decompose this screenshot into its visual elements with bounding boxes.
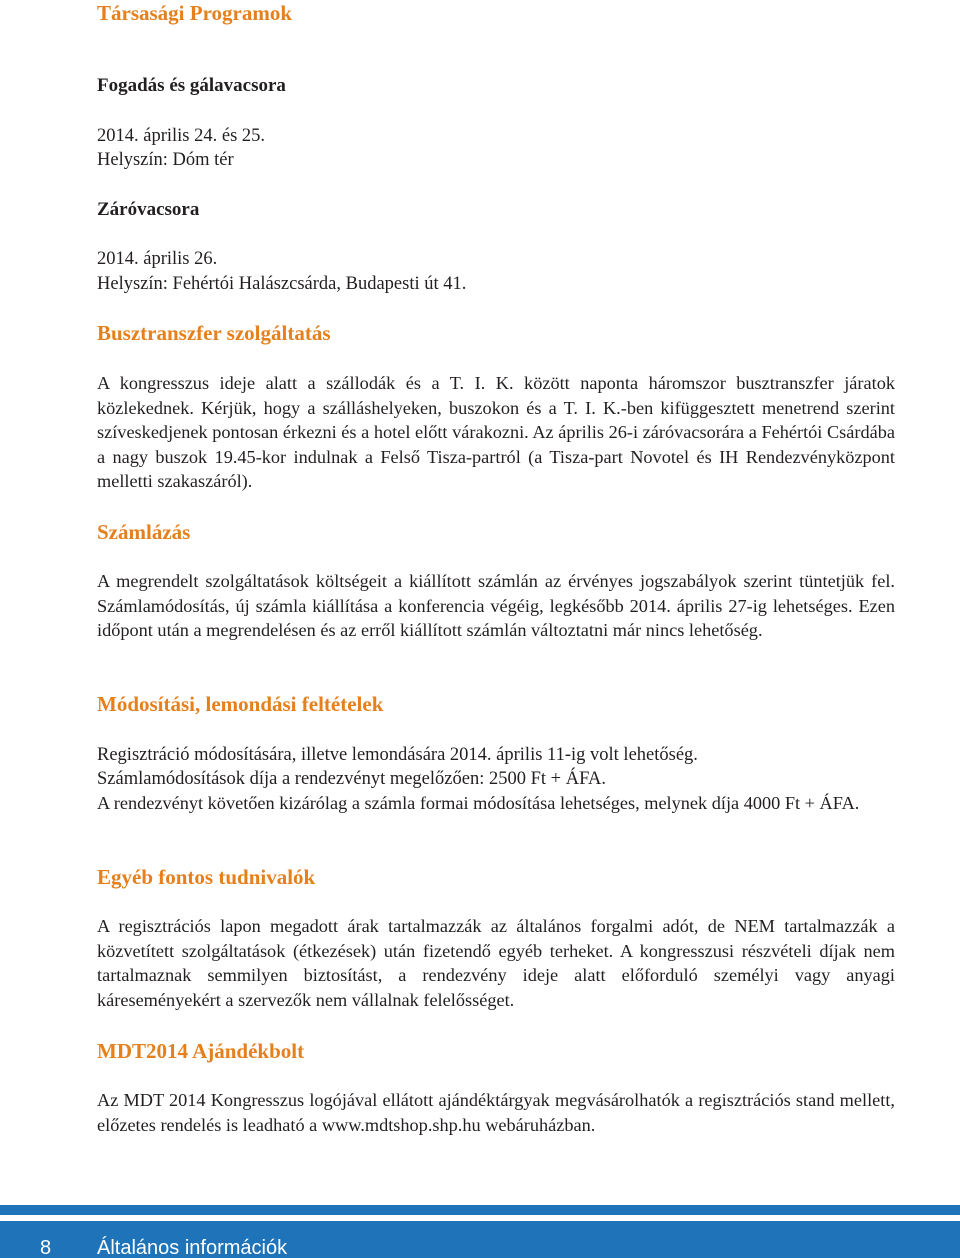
- closing-dinner-date: 2014. április 26.: [97, 249, 218, 269]
- heading-billing: Számlázás: [97, 520, 191, 544]
- other-info-text: A regisztrációs lapon megadott árak tartalmazzák az általános forgalmi adót, de NEM tartalmazzák a közvetített szolgáltatások (étkezések) után fizetendő egyéb terheket. A kongresszusi részvételi díjak nem tartalmaznak semmilyen biztosítást, a rendezvény ideje alatt előforduló személyi vagy anyagi káreseményekért a szervezők nem vállalnak felelősséget.: [97, 916, 895, 1010]
- heading-other-info: Egyéb fontos tudnivalók: [97, 865, 316, 889]
- cancellation-text: A rendezvényt követően kizárólag a számla formai módosítása lehetséges, melynek díja 4000 Ft + ÁFA.: [97, 793, 860, 813]
- page-number: 8: [40, 1237, 52, 1259]
- closing-dinner-venue: Helyszín: Fehértói Halászcsárda, Budapesti út 41.: [97, 274, 467, 294]
- heading-gift-shop: MDT2014 Ajándékbolt: [97, 1039, 305, 1063]
- heading-cancellation: Módosítási, lemondási feltételek: [97, 692, 384, 716]
- footer-title: Általános információk: [97, 1237, 288, 1259]
- billing-text: A megrendelt szolgáltatások költségeit a kiállított számlán az érvényes jogszabályok szerint tüntetjük fel. Számlamódosítás, új számla kiállítása a konferencia végéig, legkésőbb 2014. április 27-ig lehetséges. Ezen időpont után a megrendelésen és az erről kiállított számlán változtatni már nincs lehetőség.: [97, 571, 895, 641]
- reception-venue: Helyszín: Dóm tér: [97, 150, 234, 170]
- heading-social-programs: Társasági Programok: [97, 1, 293, 25]
- cancellation-line-2: Számlamódosítások díja a rendezvényt megelőzően: 2500 Ft + ÁFA.: [97, 769, 606, 789]
- reception-title: Fogadás és gálavacsora: [97, 75, 286, 96]
- bus-transfer-text: A kongresszus ideje alatt a szállodák és a T. I. K. között naponta háromszor busztranszfer járatok közlekednek. Kérjük, hogy a szálláshelyeken, buszokon és a T. I. K.-ben kifüggesztett menetrend szerint szíveskedjenek pontosan érkezni és a hotel előtt várakozni. Az április 26-i záróvacsorára a Fehértói Csárdába a nagy buszok 19.45-kor indulnak a Felső Tisza-partról (a Tisza-part Novotel és IH Rendezvényközpont melletti szakaszáról).: [97, 373, 895, 492]
- gift-shop-text: Az MDT 2014 Kongresszus logójával ellátott ajándéktárgyak megvásárolhatók a regisztrációs stand mellett, előzetes rendelés is leadható a www.mdtshop.shp.hu webáruházban.: [97, 1090, 895, 1135]
- reception-date: 2014. április 24. és 25.: [97, 126, 266, 146]
- heading-bus-transfer: Busztranszfer szolgáltatás: [97, 321, 331, 345]
- cancellation-line-1: Regisztráció módosítására, illetve lemondására 2014. április 11-ig volt lehetőség.: [97, 745, 698, 765]
- footer-divider: [0, 1215, 960, 1221]
- closing-dinner-title: Záróvacsora: [97, 199, 200, 220]
